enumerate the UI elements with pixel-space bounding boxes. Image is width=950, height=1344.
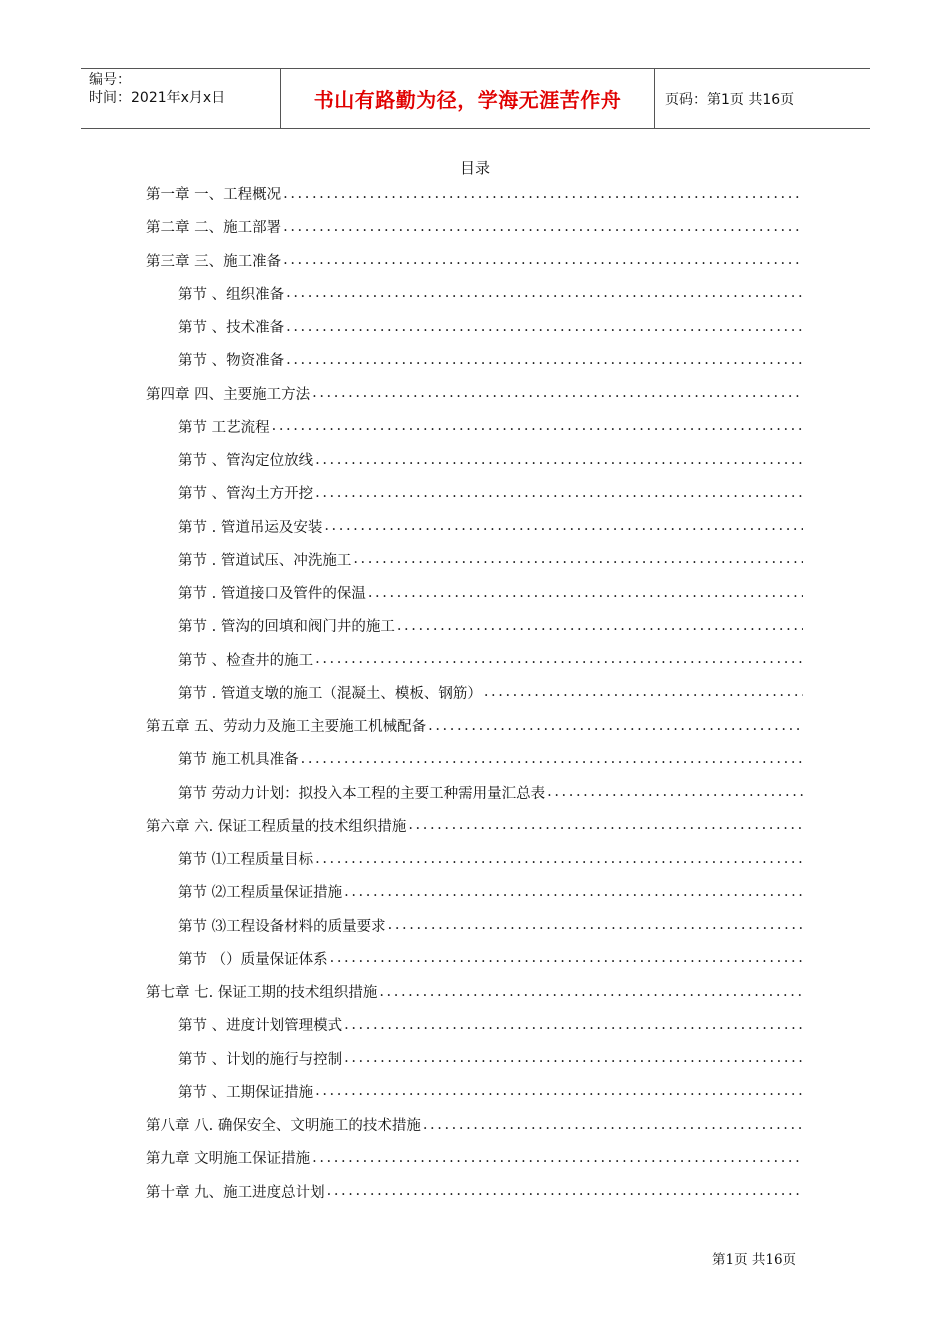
toc-entry-text: 第五章 五、劳动力及施工主要施工机械配备 bbox=[146, 719, 427, 736]
toc-chapter-entry[interactable] bbox=[146, 210, 803, 243]
toc-chapter-entry[interactable] bbox=[146, 1175, 803, 1208]
toc-entry-text: 第节 劳动力计划：拟投入本工程的主要工种需用量汇总表 bbox=[178, 785, 546, 802]
toc-leader-dots bbox=[272, 418, 803, 434]
toc-leader-dots bbox=[286, 352, 803, 368]
toc-entry-text: 第八章 八. 确保安全、文明施工的技术措施 bbox=[146, 1118, 421, 1135]
toc-leader-dots bbox=[423, 1117, 803, 1133]
toc-chapter-entry[interactable] bbox=[146, 377, 803, 410]
toc-entry-text: 第节 . 管道支墩的施工（混凝土、模板、钢筋） bbox=[178, 685, 482, 702]
toc-section-entry[interactable] bbox=[146, 909, 803, 942]
toc-entry-text: 第节 、管沟定位放线 bbox=[178, 453, 314, 470]
toc-leader-dots bbox=[388, 917, 803, 933]
toc-section-entry[interactable] bbox=[146, 842, 803, 875]
toc-section-entry[interactable] bbox=[146, 676, 803, 709]
toc-section-entry[interactable] bbox=[146, 609, 803, 642]
toc-section-entry[interactable] bbox=[146, 576, 803, 609]
toc-section-entry[interactable] bbox=[146, 1042, 803, 1075]
toc-entry-text: 第二章 二、施工部署 bbox=[146, 220, 282, 237]
toc-chapter-entry[interactable] bbox=[146, 709, 803, 742]
toc-entry-text: 第节 ⑶工程设备材料的质量要求 bbox=[178, 918, 386, 935]
toc-entry-text: 第节 ⑵工程质量保证措施 bbox=[178, 885, 343, 902]
toc-entry-text: 第节 、技术准备 bbox=[178, 320, 285, 337]
toc-section-entry[interactable] bbox=[146, 443, 803, 476]
toc-entry-text: 第节 （）质量保证体系 bbox=[178, 951, 328, 968]
toc-leader-dots bbox=[353, 551, 803, 567]
toc-leader-dots bbox=[484, 684, 803, 700]
toc-title: 目录 bbox=[459, 159, 490, 177]
toc-entry-text: 第节 、物资准备 bbox=[178, 353, 285, 370]
toc-section-entry[interactable] bbox=[146, 310, 803, 343]
toc-leader-dots bbox=[397, 618, 803, 634]
toc-leader-dots bbox=[283, 252, 803, 268]
toc-leader-dots bbox=[315, 651, 803, 667]
toc-entry-text: 第节 、进度计划管理模式 bbox=[178, 1018, 343, 1035]
toc-section-entry[interactable] bbox=[146, 643, 803, 676]
toc-entry-text: 第节 、组织准备 bbox=[178, 286, 285, 303]
toc-entry-text: 第九章 文明施工保证措施 bbox=[146, 1151, 311, 1168]
toc-entry-text: 第节 . 管道吊运及安装 bbox=[178, 519, 323, 536]
page-header bbox=[81, 68, 870, 129]
toc-entry-text: 第节 ⑴工程质量目标 bbox=[178, 852, 314, 869]
toc-leader-dots bbox=[315, 452, 803, 468]
toc-entry-text: 第节 、检查井的施工 bbox=[178, 652, 314, 669]
toc-section-entry[interactable] bbox=[146, 343, 803, 376]
toc-leader-dots bbox=[315, 485, 803, 501]
toc-chapter-entry[interactable] bbox=[146, 975, 803, 1008]
toc-chapter-entry[interactable] bbox=[146, 244, 803, 277]
toc-section-entry[interactable] bbox=[146, 742, 803, 775]
toc-entry-text: 第四章 四、主要施工方法 bbox=[146, 386, 311, 403]
header-page-info: 页码：第1页 共16页 bbox=[665, 91, 795, 108]
toc-leader-dots bbox=[283, 186, 803, 202]
toc-entry-text: 第节 工艺流程 bbox=[178, 419, 270, 436]
toc-leader-dots bbox=[315, 1083, 803, 1099]
toc-section-entry[interactable] bbox=[146, 510, 803, 543]
toc-leader-dots bbox=[312, 1150, 803, 1166]
page-footer: 第1页 共16页 bbox=[712, 1252, 797, 1268]
toc-leader-dots bbox=[344, 1017, 803, 1033]
toc-entry-text: 第一章 一、工程概况 bbox=[146, 187, 282, 204]
toc-section-entry[interactable] bbox=[146, 1008, 803, 1041]
toc-leader-dots bbox=[408, 817, 803, 833]
toc-chapter-entry[interactable] bbox=[146, 1108, 803, 1141]
toc-section-entry[interactable] bbox=[146, 1075, 803, 1108]
toc-section-entry[interactable] bbox=[146, 776, 803, 809]
toc-section-entry[interactable] bbox=[146, 543, 803, 576]
toc-leader-dots bbox=[379, 984, 803, 1000]
toc-entry-text: 第七章 七. 保证工期的技术组织措施 bbox=[146, 985, 378, 1002]
toc-leader-dots bbox=[344, 1050, 803, 1066]
toc-leader-dots bbox=[428, 718, 803, 734]
toc-leader-dots bbox=[330, 950, 803, 966]
toc-entry-text: 第节 . 管道接口及管件的保温 bbox=[178, 586, 366, 603]
toc-entry-text: 第节 . 管沟的回填和阀门井的施工 bbox=[178, 619, 395, 636]
toc-leader-dots bbox=[312, 385, 803, 401]
toc-section-entry[interactable] bbox=[146, 875, 803, 908]
toc-chapter-entry[interactable] bbox=[146, 809, 803, 842]
toc-section-entry[interactable] bbox=[146, 410, 803, 443]
toc-entry-text: 第十章 九、施工进度总计划 bbox=[146, 1184, 325, 1201]
table-of-contents bbox=[146, 177, 803, 1208]
toc-leader-dots bbox=[315, 851, 803, 867]
toc-leader-dots bbox=[301, 751, 803, 767]
toc-leader-dots bbox=[344, 884, 803, 900]
document-date: 时间：2021年x月x日 bbox=[89, 90, 226, 106]
toc-leader-dots bbox=[324, 518, 803, 534]
toc-entry-text: 第节 、计划的施行与控制 bbox=[178, 1051, 343, 1068]
toc-entry-text: 第六章 六. 保证工程质量的技术组织措施 bbox=[146, 818, 407, 835]
header-motto: 书山有路勤为径，学海无涯苦作舟 bbox=[281, 69, 655, 128]
toc-leader-dots bbox=[327, 1183, 803, 1199]
toc-leader-dots bbox=[368, 585, 803, 601]
header-meta bbox=[81, 69, 281, 128]
toc-leader-dots bbox=[283, 219, 803, 235]
toc-entry-text: 第节 、管沟土方开挖 bbox=[178, 486, 314, 503]
toc-leader-dots bbox=[286, 285, 803, 301]
toc-leader-dots bbox=[286, 319, 803, 335]
toc-entry-text: 第节 施工机具准备 bbox=[178, 752, 299, 769]
document-number-label: 编号： bbox=[89, 72, 131, 88]
toc-entry-text: 第节 . 管道试压、冲洗施工 bbox=[178, 552, 352, 569]
toc-chapter-entry[interactable] bbox=[146, 1141, 803, 1174]
toc-entry-text: 第节 、工期保证措施 bbox=[178, 1084, 314, 1101]
toc-chapter-entry[interactable] bbox=[146, 177, 803, 210]
toc-section-entry[interactable] bbox=[146, 277, 803, 310]
toc-leader-dots bbox=[547, 784, 803, 800]
toc-section-entry[interactable] bbox=[146, 476, 803, 509]
toc-entry-text: 第三章 三、施工准备 bbox=[146, 253, 282, 270]
toc-section-entry[interactable] bbox=[146, 942, 803, 975]
